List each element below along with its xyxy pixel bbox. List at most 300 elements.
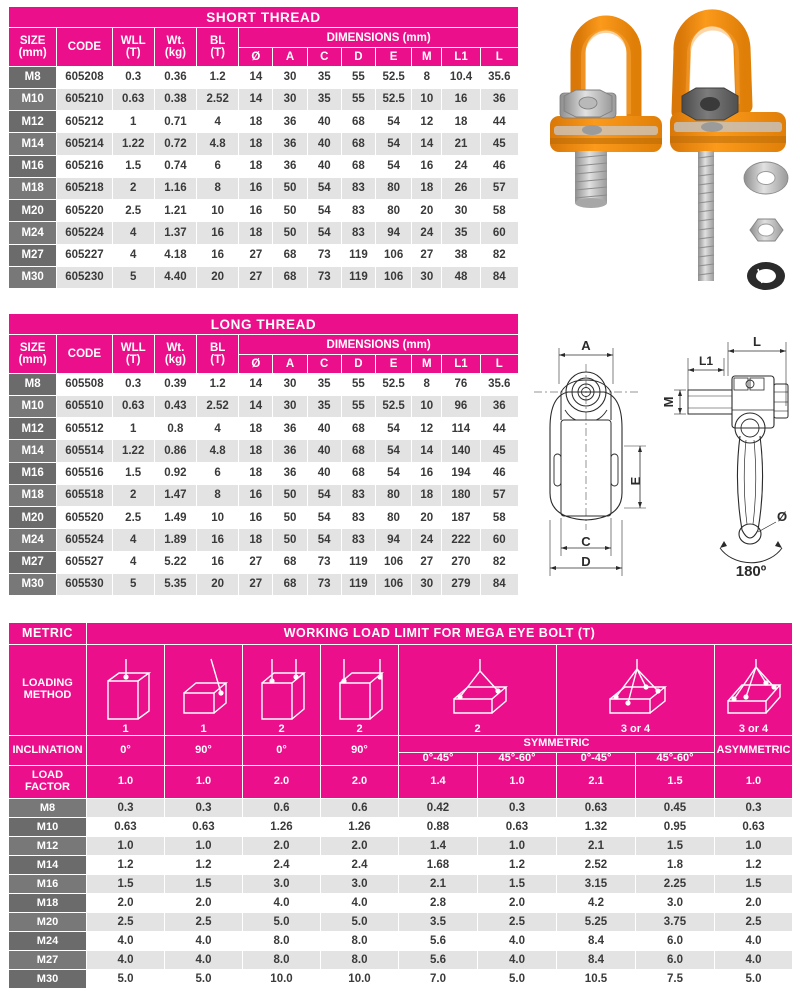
matrix-title-row [9,623,793,645]
row-size: M14 [9,133,57,155]
row-value-4: 3.0 [321,874,399,893]
row-dim-l1: 48 [442,266,480,288]
header-size-line2: (mm) [18,353,47,366]
long-dim-header-a: A [273,355,307,373]
load-factor-value-5: 1.4 [399,765,478,798]
row-value-7: 2.52 [557,855,636,874]
row-dim-c: 40 [307,418,341,440]
row-wt: 5.35 [154,573,196,595]
row-dim-c: 40 [307,462,341,484]
row-code: 605518 [57,484,112,506]
row-dim-l: 44 [480,111,518,133]
row-value-3: 2.0 [243,836,321,855]
short-thread-body [9,66,519,288]
long-dim-header-e: E [375,355,411,373]
row-bl: 16 [197,222,239,244]
long-thread-body [9,373,519,595]
row-dim-e: 52.5 [376,88,412,110]
row-value-3: 0.6 [243,798,321,817]
row-wt: 0.72 [154,133,196,155]
header-dimensions-group: DIMENSIONS (mm) [239,28,519,48]
header-code: CODE [57,28,112,66]
header-weight-line2: (kg) [164,46,186,59]
row-wt: 1.37 [154,222,196,244]
row-dim-d: 68 [341,418,375,440]
row-dim-e: 80 [375,484,411,506]
row-value-1: 0.63 [87,817,165,836]
row-value-8: 0.95 [636,817,715,836]
row-dim-l1: 16 [442,88,480,110]
table-row [9,88,519,110]
row-dim-a: 68 [273,551,307,573]
load-factor-value-3: 2.0 [243,765,321,798]
row-dim-dia: 18 [239,529,273,551]
row-dim-l1: 180 [442,484,480,506]
row-wll: 4 [112,551,154,573]
drawing-label-rotation: 180º [735,563,767,580]
loading-method-cell-3 [243,645,321,736]
loading-method-cell-1 [87,645,165,736]
row-size: M18 [9,177,57,199]
load-factor-value-2: 1.0 [165,765,243,798]
table-row [9,111,519,133]
row-wt: 0.71 [154,111,196,133]
row-wt: 0.39 [154,373,196,395]
row-dim-l: 45 [480,440,518,462]
row-size: M12 [9,418,57,440]
row-bl: 4 [197,418,239,440]
row-dim-d: 68 [341,111,375,133]
row-code: 605512 [57,418,112,440]
header-bl [197,335,239,373]
symmetric-label: SYMMETRIC [399,736,715,753]
table-row [9,418,519,440]
table-row [9,529,519,551]
table-row [9,798,793,817]
row-dim-dia: 14 [239,395,273,417]
row-value-9: 5.0 [715,969,793,988]
row-dim-c: 35 [307,373,341,395]
row-dim-l: 35.6 [480,373,518,395]
row-bl: 1.2 [197,66,239,88]
leg-count-label: 3 or 4 [620,723,651,735]
header-size [9,28,57,66]
header-weight-line1: Wt. [166,341,185,354]
loading-method-cell-6 [557,645,715,736]
row-value-9: 2.0 [715,893,793,912]
row-wt: 0.74 [154,155,196,177]
row-wt: 1.16 [154,177,196,199]
row-value-2: 1.0 [165,836,243,855]
header-weight-line2: (kg) [164,353,186,366]
matrix-title: WORKING LOAD LIMIT FOR MEGA EYE BOLT (T) [87,623,793,645]
short-dim-header-a: A [273,48,307,66]
header-row-1 [9,335,519,355]
row-code: 605210 [57,88,112,110]
row-size: M16 [9,155,57,177]
row-dim-e: 54 [376,155,412,177]
loading-method-diagram [715,647,792,735]
load-factor-value-4: 2.0 [321,765,399,798]
row-dim-m: 12 [412,418,442,440]
row-dim-m: 16 [412,155,442,177]
row-value-8: 6.0 [636,950,715,969]
header-size-line1: SIZE [19,341,46,354]
row-wll: 4 [112,244,154,266]
table-row [9,440,519,462]
row-value-4: 1.26 [321,817,399,836]
row-wt: 4.18 [154,244,196,266]
row-dim-l: 82 [480,551,518,573]
row-dim-m: 14 [412,440,442,462]
row-dim-a: 30 [273,373,307,395]
row-dim-l1: 24 [442,155,480,177]
row-size: M8 [9,66,57,88]
row-value-3: 3.0 [243,874,321,893]
loading-method-line1: LOADING [22,677,73,690]
leg-count-label: 2 [278,723,285,735]
loading-method-diagram [399,647,556,735]
row-dim-c: 73 [307,266,341,288]
row-wll: 1 [112,111,154,133]
row-dim-l1: 35 [442,222,480,244]
table-row [9,950,793,969]
row-value-5: 1.4 [399,836,478,855]
row-dim-e: 54 [376,133,412,155]
row-dim-dia: 18 [239,222,273,244]
row-value-1: 1.0 [87,836,165,855]
drawing-label-M: M [661,396,676,408]
leg-count-label: 3 or 4 [738,723,769,735]
row-value-6: 1.0 [478,836,557,855]
row-dim-l1: 140 [442,440,480,462]
row-dim-a: 36 [273,440,307,462]
row-value-4: 8.0 [321,950,399,969]
inclination-value-5: 0°-45° [399,753,478,766]
row-dim-c: 35 [307,395,341,417]
row-value-5: 1.68 [399,855,478,874]
short-thread-title: SHORT THREAD [9,7,519,28]
row-dim-m: 10 [412,88,442,110]
row-size: M14 [9,855,87,874]
technical-drawings-group [528,318,794,606]
drawing-label-D: D [581,554,591,569]
header-wll-line2: (T) [125,46,141,59]
row-dim-e: 52.5 [376,66,412,88]
row-dim-a: 50 [273,222,307,244]
row-dim-l1: 279 [442,573,480,595]
loading-method-diagram [165,647,242,735]
row-dim-c: 35 [307,88,341,110]
load-factor-line1: LOAD [31,769,64,781]
row-dim-e: 94 [375,529,411,551]
product-photo-group [530,8,792,298]
row-bl: 4.8 [197,133,239,155]
header-bl-line2: (T) [210,46,225,59]
row-value-1: 2.0 [87,893,165,912]
table-row [9,573,519,595]
row-dim-l1: 187 [442,507,480,529]
metric-label: METRIC [9,623,87,645]
row-dim-l1: 26 [442,177,480,199]
row-dim-dia: 27 [239,573,273,595]
row-dim-c: 54 [307,529,341,551]
row-dim-m: 24 [412,222,442,244]
row-value-8: 1.8 [636,855,715,874]
row-value-5: 5.6 [399,931,478,950]
row-dim-dia: 16 [239,507,273,529]
row-dim-a: 36 [273,155,307,177]
header-bl-line2: (T) [210,353,225,366]
inclination-value-4: 90° [321,736,399,766]
row-size: M24 [9,529,57,551]
row-value-2: 4.0 [165,931,243,950]
loading-method-row [9,645,793,736]
row-dim-l1: 222 [442,529,480,551]
row-value-4: 5.0 [321,912,399,931]
row-dim-l: 46 [480,155,518,177]
table-row [9,244,519,266]
table-row [9,969,793,988]
row-bl: 16 [197,551,239,573]
row-value-5: 2.8 [399,893,478,912]
row-size: M10 [9,395,57,417]
row-dim-c: 40 [307,133,341,155]
row-dim-l: 58 [480,200,518,222]
row-dim-dia: 18 [239,462,273,484]
row-dim-m: 8 [412,373,442,395]
row-size: M14 [9,440,57,462]
row-dim-c: 73 [307,551,341,573]
row-dim-m: 14 [412,133,442,155]
row-code: 605227 [57,244,112,266]
long-dim-header-d: D [341,355,375,373]
drawing-label-E: E [628,476,643,486]
row-dim-m: 18 [412,484,442,506]
row-wll: 1.5 [112,155,154,177]
row-wll: 4 [112,529,154,551]
row-code: 605508 [57,373,112,395]
row-dim-l: 57 [480,484,518,506]
row-bl: 2.52 [197,395,239,417]
loading-method-line2: METHOD [23,689,72,701]
row-wll: 2.5 [112,507,154,529]
header-wll-line1: WLL [120,34,146,47]
row-dim-dia: 27 [239,551,273,573]
drawing-label-L: L [753,334,761,349]
row-value-6: 1.5 [478,874,557,893]
front-view-drawing [534,338,646,576]
row-value-5: 0.88 [399,817,478,836]
row-value-7: 10.5 [557,969,636,988]
row-bl: 10 [197,507,239,529]
row-dim-d: 83 [341,507,375,529]
row-value-1: 2.5 [87,912,165,931]
inclination-value-8: 45°-60° [636,753,715,766]
row-dim-e: 54 [375,440,411,462]
loading-method-cell-5 [399,645,557,736]
row-wt: 1.89 [154,529,196,551]
leg-count-label: 1 [200,723,207,735]
row-value-3: 4.0 [243,893,321,912]
drawing-label-diameter: Ø [776,509,788,524]
row-dim-a: 36 [273,462,307,484]
row-size: M10 [9,817,87,836]
side-view-drawing [661,334,788,580]
long-thread-table-wrapper [8,313,519,596]
row-value-9: 0.63 [715,817,793,836]
row-value-5: 7.0 [399,969,478,988]
row-dim-dia: 16 [239,177,273,199]
row-value-3: 8.0 [243,950,321,969]
row-dim-l: 36 [480,395,518,417]
row-dim-d: 83 [341,222,375,244]
row-bl: 8 [197,484,239,506]
row-size: M18 [9,484,57,506]
row-dim-m: 10 [412,395,442,417]
row-dim-dia: 18 [239,133,273,155]
row-size: M12 [9,836,87,855]
row-wt: 0.92 [154,462,196,484]
load-factor-value-9: 1.0 [715,765,793,798]
row-dim-e: 54 [375,462,411,484]
row-size: M18 [9,893,87,912]
row-dim-d: 119 [341,573,375,595]
table-row [9,855,793,874]
row-dim-l: 45 [480,133,518,155]
row-dim-l1: 38 [442,244,480,266]
table-row [9,484,519,506]
row-value-3: 1.26 [243,817,321,836]
row-code: 605208 [57,66,112,88]
row-dim-a: 30 [273,66,307,88]
row-dim-m: 20 [412,507,442,529]
row-wll: 2.5 [112,200,154,222]
row-value-7: 5.25 [557,912,636,931]
row-dim-m: 18 [412,177,442,199]
row-dim-d: 55 [341,373,375,395]
row-dim-a: 50 [273,177,307,199]
row-wll: 1.22 [112,133,154,155]
row-value-6: 0.63 [478,817,557,836]
row-wll: 1 [112,418,154,440]
inclination-label: INCLINATION [9,736,87,766]
row-dim-m: 27 [412,551,442,573]
row-value-8: 3.0 [636,893,715,912]
row-value-2: 0.3 [165,798,243,817]
row-wll: 0.3 [112,66,154,88]
wll-matrix-table [8,622,793,989]
drawing-label-L1: L1 [698,354,714,368]
loading-method-diagram [87,647,164,735]
row-value-6: 5.0 [478,969,557,988]
row-value-5: 5.6 [399,950,478,969]
row-value-1: 1.5 [87,874,165,893]
row-value-1: 4.0 [87,931,165,950]
header-weight [154,335,196,373]
row-dim-c: 54 [307,222,341,244]
row-bl: 10 [197,200,239,222]
table-row [9,551,519,573]
row-dim-l1: 114 [442,418,480,440]
row-dim-d: 68 [341,155,375,177]
row-dim-a: 30 [273,88,307,110]
row-dim-l: 58 [480,507,518,529]
row-code: 605510 [57,395,112,417]
row-dim-l1: 96 [442,395,480,417]
header-row-1 [9,28,519,48]
row-wt: 0.8 [154,418,196,440]
row-value-9: 4.0 [715,931,793,950]
load-factor-value-8: 1.5 [636,765,715,798]
header-bl-line1: BL [209,34,226,47]
table-row [9,177,519,199]
row-value-3: 2.4 [243,855,321,874]
row-value-6: 2.0 [478,893,557,912]
row-dim-l: 57 [480,177,518,199]
table-row [9,893,793,912]
load-factor-label [9,765,87,798]
technical-drawings-svg [528,318,794,606]
row-value-1: 0.3 [87,798,165,817]
long-dim-header-m: M [412,355,442,373]
short-dim-header-d: D [341,48,375,66]
row-wt: 4.40 [154,266,196,288]
row-value-3: 5.0 [243,912,321,931]
row-size: M8 [9,798,87,817]
row-dim-e: 52.5 [375,373,411,395]
header-size-line2: (mm) [18,46,47,59]
row-value-3: 8.0 [243,931,321,950]
header-bl-line1: BL [209,341,226,354]
row-dim-l1: 10.4 [442,66,480,88]
row-code: 605218 [57,177,112,199]
row-bl: 4.8 [197,440,239,462]
table-row [9,133,519,155]
row-value-4: 2.4 [321,855,399,874]
loading-method-diagram [243,647,320,735]
long-dim-header-c: C [307,355,341,373]
row-dim-a: 50 [273,484,307,506]
row-size: M27 [9,244,57,266]
row-value-4: 2.0 [321,836,399,855]
table-row [9,507,519,529]
row-value-4: 0.6 [321,798,399,817]
header-size [9,335,57,373]
row-value-6: 4.0 [478,931,557,950]
row-dim-e: 106 [375,573,411,595]
row-wt: 1.49 [154,507,196,529]
row-value-9: 1.2 [715,855,793,874]
long-thread-title: LONG THREAD [9,314,519,335]
inclination-row [9,736,793,753]
row-size: M16 [9,874,87,893]
hardware-nut [750,219,783,241]
row-value-5: 2.1 [399,874,478,893]
row-value-6: 1.2 [478,855,557,874]
row-code: 605520 [57,507,112,529]
row-code: 605216 [57,155,112,177]
row-dim-d: 119 [341,244,375,266]
row-dim-l: 35.6 [480,66,518,88]
row-dim-dia: 14 [239,88,273,110]
row-value-9: 1.0 [715,836,793,855]
row-dim-l1: 21 [442,133,480,155]
row-code: 605530 [57,573,112,595]
leg-count-label: 1 [122,723,129,735]
row-value-4: 8.0 [321,931,399,950]
row-dim-l1: 30 [442,200,480,222]
